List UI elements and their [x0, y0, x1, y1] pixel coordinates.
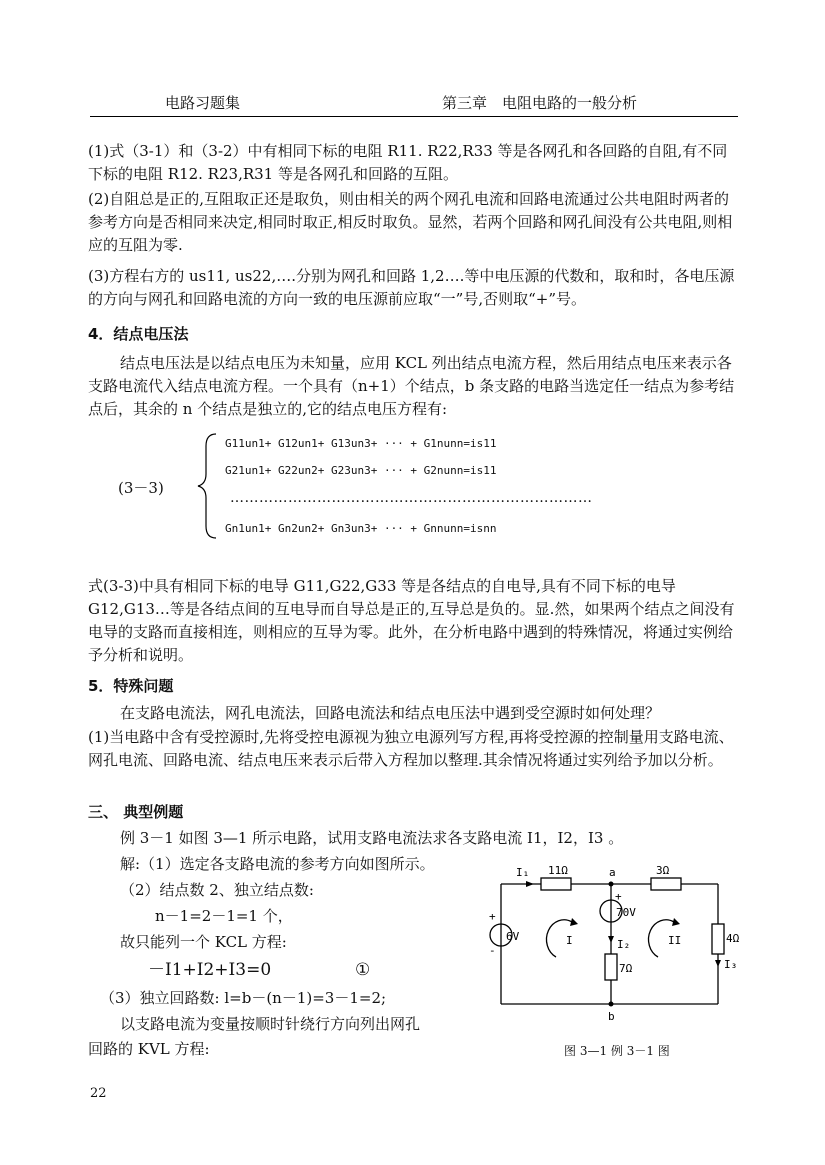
solution-step-1: 解:（1）选定各支路电流的参考方向如图所示。	[120, 855, 435, 873]
current-arrow-i1	[526, 881, 534, 887]
label-r4: 4Ω	[726, 932, 740, 945]
equation-number-1: ①	[355, 960, 371, 980]
label-i2: I₂	[617, 938, 631, 951]
current-arrow-i3	[715, 960, 721, 967]
paragraph-4: 结点电压法是以结点电压为未知量，应用 KCL 列出结点电流方程，然后用结点电压来表示各支路电流代入结点电流方程。一个具有（n+1）个结点，b 条支路的电路当选定任一结点为参考结点后，其余的 n 个结点是独立的,它的结点电压方程有:	[88, 354, 735, 418]
node-b-dot	[609, 1002, 614, 1007]
equation-row-n: Gn1un1+ Gn2un2+ Gn3un3+ ··· + Gnnunn=isnn	[225, 522, 497, 535]
figure-caption: 图 3—1 例 3－1 图	[564, 1044, 670, 1058]
circuit-diagram	[486, 862, 756, 1042]
example-statement: 例 3－1 如图 3—1 所示电路，试用支路电流法求各支路电流 I1，I2，I3 。	[120, 829, 624, 847]
label-i1: I₁	[516, 866, 530, 879]
resistor-11-ohm	[541, 878, 571, 890]
section-heading-3: 三、 典型例题	[88, 803, 184, 821]
paragraph-2: (2)自阻总是正的,互阻取正还是取负，则由相关的两个网孔电流和回路电流通过公共电阻时两者的参考方向是否相同来决定,相同时取正,相反时取负。显然，若两个回路和网孔间没有公共电阻,则相应的互阻为零.	[88, 190, 733, 254]
loop-arrowhead-1	[570, 918, 578, 926]
label-loop-2: II	[668, 934, 682, 947]
label-plus-6v: +	[489, 910, 496, 923]
solution-node-count: n－1=2－1=1 个，	[155, 907, 293, 925]
equation-row-2: G21un1+ G22un2+ G23un3+ ··· + G2nunn=is11	[225, 464, 497, 477]
label-node-a: a	[609, 866, 616, 879]
resistor-7-ohm	[605, 954, 617, 980]
section-heading-5: 5．特殊问题	[88, 677, 174, 695]
label-i3: I₃	[724, 958, 738, 971]
solution-kcl-equation: －I1+I2+I3=0	[148, 960, 272, 980]
label-loop-1: I	[566, 934, 573, 947]
current-arrow-i2	[608, 936, 614, 943]
paragraph-1: (1)式（3-1）和（3-2）中有相同下标的电阻 R11. R22,R33 等是各网孔和各回路的自阻,有不同下标的电阻 R12. R23,R31 等是各网孔和回路的互阻。	[88, 142, 728, 183]
solution-kvl-label: 回路的 KVL 方程:	[88, 1040, 210, 1058]
header-book-title: 电路习题集	[165, 94, 241, 112]
solution-kvl-intro: 以支路电流为变量按顺时针绕行方向列出网孔	[120, 1015, 421, 1033]
equation-ellipsis: …………………………………………………………………	[230, 490, 593, 506]
label-node-b: b	[608, 1010, 615, 1023]
node-a-dot	[609, 882, 614, 887]
label-r1: 11Ω	[548, 864, 568, 877]
header-chapter-title: 第三章 电阻电路的一般分析	[442, 94, 638, 112]
left-brace	[196, 432, 220, 540]
label-r3: 7Ω	[619, 962, 633, 975]
loop-arrowhead-2	[672, 918, 680, 926]
resistor-4-ohm	[712, 924, 724, 954]
page-number: 22	[90, 1086, 107, 1101]
paragraph-7: (1)当电路中含有受控源时,先将受控电源视为独立电源列写方程,再将受控源的控制量用支路电流、网孔电流、回路电流、结点电压来表示后带入方程加以整理.其余情况将通过实列给予加以分析。	[88, 728, 734, 769]
equation-row-1: G11un1+ G12un1+ G13un3+ ··· + G1nunn=is11	[225, 437, 497, 450]
label-v1: 6V	[506, 930, 520, 943]
paragraph-5: 式(3-3)中具有相同下标的电导 G11,G22,G33 等是各结点的自电导,具有不同下标的电导 G12,G13…等是各结点间的互电导而自导总是正的,互导总是负的。显.然，如果两个结点之间没有电导的支路而直接相连，则相应的互导为零。此外，在分析电路中遇到的特殊情况，将通过实例给予分析和说明。	[88, 577, 735, 664]
resistor-3-ohm	[651, 878, 681, 890]
header-rule	[90, 116, 738, 117]
solution-kcl-note: 故只能列一个 KCL 方程:	[120, 933, 287, 951]
label-v2: 70V	[616, 906, 636, 919]
label-r2: 3Ω	[656, 864, 670, 877]
equation-label: (3－3)	[118, 479, 164, 497]
paragraph-6: 在支路电流法，网孔电流法，回路电流法和结点电压法中遇到受空源时如何处理？	[120, 704, 661, 722]
section-heading-4: 4．结点电压法	[88, 325, 189, 343]
paragraph-3: (3)方程右方的 us11, us22,….分别为网孔和回路 1,2….等中电压源的代数和，取和时，各电压源的方向与网孔和回路电流的方向一致的电压源前应取“一”号,否则取“+”号。	[88, 267, 735, 308]
label-minus-6v: -	[489, 944, 496, 957]
label-plus-70v: +	[615, 890, 622, 903]
solution-step-2: （2）结点数 2、独立结点数:	[120, 881, 314, 899]
solution-step-3: （3）独立回路数: l=b－(n－1)=3－1=2;	[100, 989, 387, 1007]
